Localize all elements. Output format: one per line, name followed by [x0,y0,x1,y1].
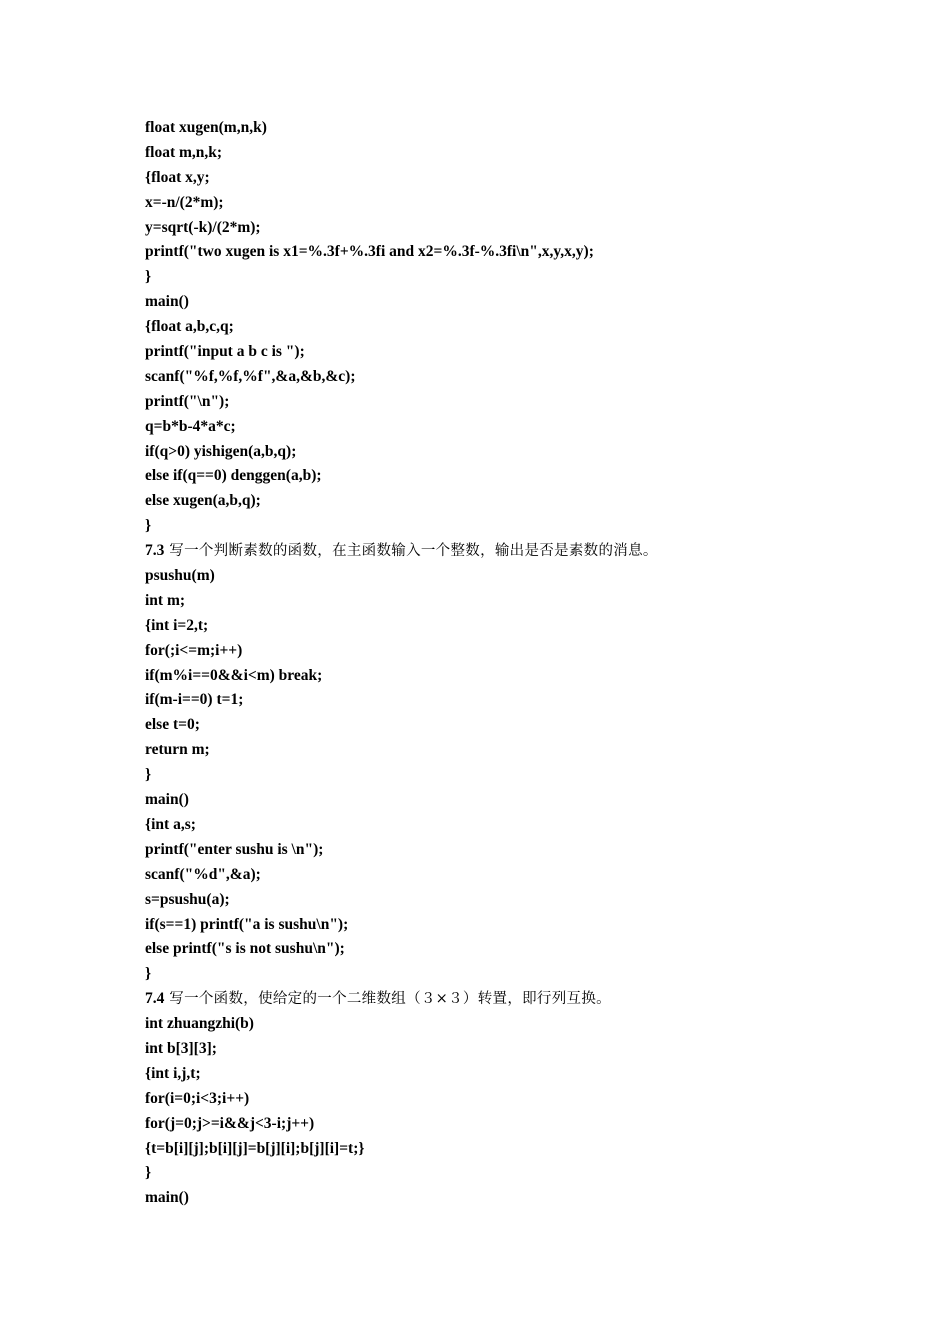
code-line: for(j=0;j>=i&&j<3-i;j++) [145,1114,315,1132]
code-line: } [145,766,152,784]
exercise-description: 写一个判断素数的函数，在主函数输入一个整数，输出是否是素数的消息。 [164,543,658,560]
code-line: if(m-i==0) t=1; [145,691,244,709]
code-line: {int i=2,t; [145,616,209,634]
code-line: else if(q==0) denggen(a,b); [145,467,322,485]
code-line: main() [145,791,189,809]
code-line: if(q>0) yishigen(a,b,q); [145,442,297,460]
code-line: {float x,y; [145,168,210,186]
code-line: {float a,b,c,q; [145,318,234,336]
exercise-description: 写一个函数，使给定的一个二维数组（３×３）转置，即行列互换。 [164,991,611,1008]
code-line: psushu(m) [145,567,215,585]
code-line: y=sqrt(-k)/(2*m); [145,218,261,236]
document-page [145,116,905,1211]
code-line: int b[3][3]; [145,1039,217,1057]
exercise-number: 7.3 [145,542,165,560]
code-line: if(m%i==0&&i<m) break; [145,666,323,684]
exercise-number: 7.4 [145,990,165,1008]
code-line: {int a,s; [145,815,196,833]
code-line: printf("two xugen is x1=%.3f+%.3fi and x2=%.3f-%.3fi\n",x,y,x,y); [145,243,594,261]
code-line: else printf("s is not sushu\n"); [145,940,345,958]
code-line: printf("\n"); [145,392,230,410]
code-line: s=psushu(a); [145,890,230,908]
code-line: int m; [145,591,186,609]
code-line: for(;i<=m;i++) [145,641,243,659]
code-line: } [145,1164,152,1182]
code-line: float xugen(m,n,k) [145,119,267,136]
code-line: main() [145,293,189,311]
code-line: main() [145,1189,189,1207]
code-line: printf("input a b c is "); [145,343,305,361]
code-line: float m,n,k; [145,143,223,161]
code-line: else xugen(a,b,q); [145,492,261,510]
code-line: printf("enter sushu is \n"); [145,840,324,858]
code-line: {int i,j,t; [145,1064,201,1082]
code-line: return m; [145,741,210,759]
code-line: q=b*b-4*a*c; [145,417,236,435]
code-line: for(i=0;i<3;i++) [145,1089,250,1107]
code-line: if(s==1) printf("a is sushu\n"); [145,915,349,933]
code-line: int zhuangzhi(b) [145,1015,254,1033]
code-line: else t=0; [145,716,200,734]
code-line: {t=b[i][j];b[i][j]=b[j][i];b[j][i]=t;} [145,1139,365,1157]
code-line: scanf("%f,%f,%f",&a,&b,&c); [145,367,356,385]
exercise-heading-7-3 [145,539,905,564]
code-line: } [145,517,152,535]
code-line: } [145,965,152,983]
code-line: } [145,268,152,286]
code-line: x=-n/(2*m); [145,193,224,211]
exercise-heading-7-4 [145,987,905,1012]
code-line: scanf("%d",&a); [145,865,261,883]
